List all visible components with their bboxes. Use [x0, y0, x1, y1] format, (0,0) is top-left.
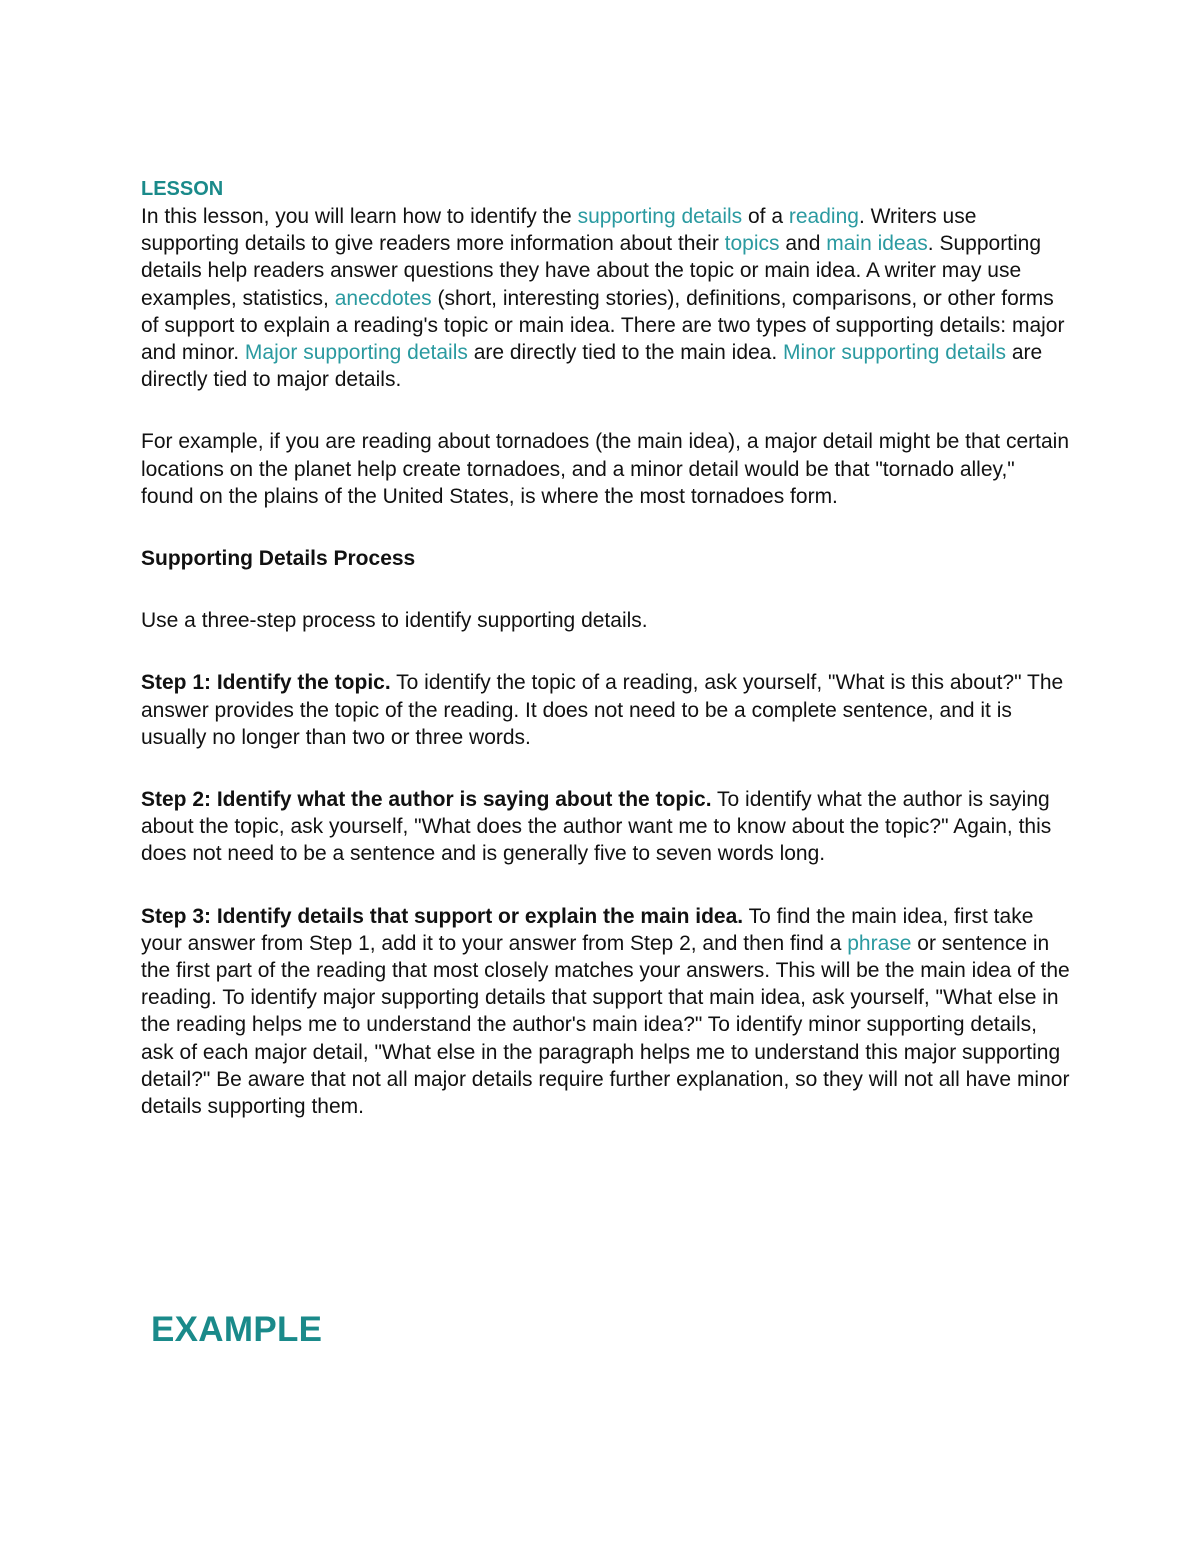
intro-text-6: (short, interesting stories), definitions, comparisons, or other forms of support to explain a reading's topic or main idea. There are two types of supporting details: major and minor. [141, 286, 1065, 365]
intro-text-1: In this lesson, you will learn how to identify the [141, 205, 578, 228]
process-intro: Use a three-step process to identify supporting details. [141, 609, 648, 633]
lesson-content [141, 176, 1071, 1120]
link-main-ideas[interactable]: main ideas [826, 232, 928, 256]
process-heading: Supporting Details Process [141, 547, 416, 571]
tornado-example-paragraph: For example, if you are reading about tornadoes (the main idea), a major detail might be that certain locations on the planet help create tornadoes, and a minor detail would be that "tornado alley," found on the plains of the United States, is where the most tornadoes form. [141, 430, 1070, 508]
lesson-intro-paragraph [141, 203, 1071, 393]
example-heading: EXAMPLE [151, 1310, 323, 1349]
step-1-label: Step 1: Identify the topic. [141, 671, 391, 695]
step-1-text: To identify the topic of a reading, ask yourself, "What is this about?" The answer provides the topic of the reading. It does not need to be a complete sentence, and it is usually no longer than two or three words. [141, 671, 1064, 749]
link-supporting-details[interactable]: supporting details [577, 205, 743, 228]
step-3-paragraph [141, 903, 1071, 1121]
step-2-label: Step 2: Identify what the author is saying about the topic. [141, 788, 712, 812]
link-minor-supporting-details[interactable]: Minor supporting details [783, 341, 1006, 365]
step-1-paragraph [141, 669, 1071, 751]
step-2-text: To identify what the author is saying about the topic, ask yourself, "What does the author want me to know about the topic?" Again, this does not need to be a sentence and is generally five to seven words long. [141, 788, 1052, 866]
link-topics[interactable]: topics [724, 232, 780, 256]
intro-text-8: are directly tied to major details. [141, 341, 1043, 392]
step-3-text-2: or sentence in the first part of the reading that most closely matches your answers. This will be the main idea of the reading. To identify major supporting details that support that main idea, ask yourself, "What else in the reading helps me to understand the author's main idea?" To identify minor supporting details, ask of each major detail, "What else in the paragraph helps me to understand this major supporting detail?" Be aware that not all major details require further explanation, so they will not all have minor details supporting them. [141, 931, 1070, 1119]
intro-text-5: . Supporting details help readers answer questions they have about the topic or main idea. A writer may use examples, statistics, [141, 232, 1042, 310]
link-phrase[interactable]: phrase [847, 931, 912, 955]
step-3-label: Step 3: Identify details that support or explain the main idea. [141, 904, 744, 928]
intro-text-7: are directly tied to the main idea. [467, 341, 784, 365]
lesson-heading: LESSON [141, 178, 224, 200]
step-3-text-1: To find the main idea, first take your answer from Step 1, add it to your answer from Step 2, and then find a [141, 904, 1034, 955]
link-anecdotes[interactable]: anecdotes [334, 286, 432, 310]
intro-text-4: and [779, 232, 827, 256]
step-2-paragraph [141, 786, 1071, 868]
link-reading[interactable]: reading [788, 205, 859, 228]
intro-text-3: . Writers use supporting details to give readers more information about their [141, 205, 977, 256]
link-major-supporting-details[interactable]: Major supporting details [244, 341, 468, 365]
intro-text-2: of a [742, 205, 789, 228]
